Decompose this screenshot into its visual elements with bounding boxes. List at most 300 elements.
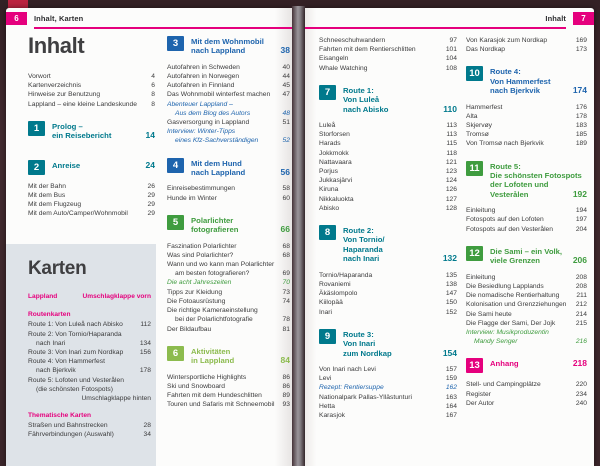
toc-entry	[319, 36, 457, 45]
toc-entry-page: 128	[445, 204, 457, 212]
toc-entry-label: Whale Watching	[319, 64, 368, 72]
toc-entry-page: 164	[445, 402, 457, 410]
toc-section-heading	[466, 246, 587, 266]
toc-entry-page: 152	[445, 308, 457, 316]
toc-entry	[167, 400, 290, 409]
toc-entry-label: Fotospots auf den Vesterålen	[466, 225, 553, 233]
toc-entry	[167, 109, 290, 118]
toc-entry	[167, 81, 290, 90]
toc-entry-label: Eisangeln	[319, 55, 349, 63]
toc-entry-group	[466, 380, 587, 408]
toc-entry	[167, 288, 290, 297]
toc-entry-group	[319, 36, 457, 73]
toc-entry	[466, 130, 587, 139]
toc-entry-label: Mit dem Bus	[28, 191, 66, 199]
toc-entry-page: 214	[575, 310, 587, 318]
toc-entry	[28, 81, 155, 90]
toc-entry-page: 134	[139, 339, 151, 347]
chapter-title-line	[191, 159, 290, 168]
right-page	[305, 8, 594, 466]
toc-entry-label: Tromsø	[466, 131, 489, 139]
chapter-title: Die Sami – ein Volk,	[490, 246, 563, 256]
chapter-title: Route 3:	[343, 329, 374, 339]
toc-entry-page: 69	[282, 270, 290, 278]
toc-entry-page: 28	[143, 422, 151, 430]
toc-entry	[28, 182, 155, 191]
chapter-title-line	[343, 235, 457, 244]
toc-entry-page: 126	[445, 186, 457, 194]
toc-entry	[466, 121, 587, 130]
toc-column-3	[319, 34, 457, 466]
toc-entry-label: Harads	[319, 140, 341, 148]
toc-entry-group	[319, 365, 457, 420]
toc-entry-page: 34	[143, 431, 151, 439]
toc-entry-label: Von Inari nach Levi	[319, 365, 376, 373]
toc-column-2	[167, 34, 290, 466]
chapter-title-block	[343, 85, 457, 114]
toc-entry-page: 162	[445, 384, 457, 392]
toc-entry	[319, 289, 457, 298]
toc-entry-page: 4	[151, 73, 155, 80]
toc-entry-label: Alta	[466, 112, 478, 120]
chapter-title-line	[52, 131, 155, 140]
chapter-number-badge: 8	[319, 225, 336, 240]
toc-entry-page: 220	[575, 381, 587, 389]
toc-entry-label: Interview: Winter-Tipps	[167, 128, 236, 136]
toc-entry-label: Route 1: Von Luleå nach Abisko	[28, 321, 123, 329]
toc-entry-group	[319, 271, 457, 317]
toc-entry-label: (die schönsten Fotospots)	[36, 385, 113, 393]
chapter-title-line	[191, 168, 290, 177]
chapter-title-line	[343, 226, 457, 235]
toc-entry-group	[28, 72, 155, 109]
toc-entry-label: Levi	[319, 375, 332, 383]
maps-flap-reference: Umschlagklappe vorn	[82, 293, 151, 301]
chapter-title-line	[191, 216, 290, 225]
chapter-number-badge: 9	[319, 329, 336, 344]
toc-entry-label: Straßen und Bahnstrecken	[28, 422, 108, 430]
toc-entry-label: Einreisebestimmungen	[167, 185, 236, 193]
toc-entry-label: eines Kfz-Sachverständigen	[175, 137, 259, 145]
toc-entry	[466, 273, 587, 282]
toc-entry-label: Äkäslompolo	[319, 290, 358, 298]
chapter-title: nach Lappland	[191, 168, 246, 178]
toc-entry-page: 208	[575, 273, 587, 281]
maps-panel	[6, 244, 156, 466]
toc-entry-label: Aus dem Blog des Autors	[175, 109, 251, 117]
chapter-title-line	[490, 67, 587, 76]
toc-entry-label: Route 3: Von Inari zum Nordkap	[28, 349, 124, 357]
toc-entry-label: am besten fotografieren?	[175, 270, 250, 278]
toc-entry-page: 124	[445, 177, 457, 185]
toc-entry	[28, 320, 151, 329]
toc-entry-label: Autofahren in Norwegen	[167, 73, 240, 81]
toc-entry-label: Jukkasjärvi	[319, 177, 353, 185]
toc-entry-label: Luleå	[319, 122, 336, 130]
toc-entry	[167, 251, 290, 260]
chapter-title: Polarlichter	[191, 215, 234, 225]
toc-entry-page: 60	[282, 194, 290, 202]
toc-entry-label: Stell- und Campingplätze	[466, 381, 541, 389]
toc-entry-label: Mit dem Auto/Camper/Wohnmobil	[28, 210, 128, 218]
toc-entry-label: Kiilopää	[319, 299, 343, 307]
toc-entry-label: Nikkaluokta	[319, 195, 354, 203]
toc-entry	[28, 376, 151, 385]
toc-entry	[167, 100, 290, 109]
chapter-title-line	[343, 86, 457, 95]
toc-entry	[319, 374, 457, 383]
toc-entry	[319, 158, 457, 167]
toc-entry-label: Die nomadische Rentierhaltung	[466, 292, 560, 300]
chapter-number-badge: 3	[167, 36, 184, 51]
toc-entry	[167, 297, 290, 306]
toc-entry	[167, 72, 290, 81]
chapter-title: Mit dem Hund	[191, 158, 242, 168]
toc-entry-page: 89	[282, 391, 290, 399]
toc-entry-label: Lappland – eine kleine Landeskunde	[28, 100, 137, 108]
toc-entry	[167, 315, 290, 324]
toc-section-heading	[28, 121, 155, 141]
toc-entry	[167, 269, 290, 278]
chapter-title-line	[343, 245, 457, 254]
toc-entry-page: 52	[282, 137, 290, 145]
toc-entry-label: Route 5: Lofoten und Vesterålen	[28, 376, 124, 384]
toc-entry	[167, 127, 290, 136]
toc-entry-label: Die Besiedlung Lapplands	[466, 282, 544, 290]
toc-entry	[319, 271, 457, 280]
toc-entry-page: 8	[151, 91, 155, 99]
toc-entry-page: 26	[147, 182, 155, 190]
running-head-rule	[305, 27, 566, 29]
toc-entry	[167, 63, 290, 72]
chapter-title: Anreise	[52, 160, 81, 170]
toc-entry	[167, 136, 290, 145]
chapter-page: 174	[572, 85, 587, 96]
toc-entry-label: Tipps zur Kleidung	[167, 288, 223, 296]
toc-entry-page: 167	[445, 411, 457, 419]
toc-entry-label: Porjus	[319, 168, 338, 176]
toc-entry-page: 156	[139, 349, 151, 357]
chapter-number-badge: 13	[466, 358, 483, 373]
toc-entry-page: 78	[282, 316, 290, 324]
toc-entry-label: Rezept: Rentiersuppe	[319, 384, 384, 392]
toc-entry-page: 6	[151, 82, 155, 90]
running-head-right	[305, 12, 594, 28]
toc-entry-page: 101	[445, 46, 457, 54]
toc-entry-label: Fahrten mit dem Rentierschlitten	[319, 46, 416, 54]
toc-entry	[319, 176, 457, 185]
toc-entry	[28, 430, 151, 439]
toc-entry	[319, 54, 457, 63]
toc-entry-page: 216	[575, 338, 587, 346]
toc-entry-page: 112	[140, 321, 151, 329]
toc-entry-page: 68	[282, 251, 290, 259]
toc-entry	[167, 391, 290, 400]
toc-entry-page: 29	[147, 191, 155, 199]
chapter-title: Die schönsten Fotospots	[490, 171, 582, 181]
toc-entry-page: 157	[445, 365, 457, 373]
toc-entry	[167, 194, 290, 203]
chapter-title-block	[490, 358, 587, 373]
toc-entry-label: Mit dem Flugzeug	[28, 201, 82, 209]
toc-entry	[28, 385, 151, 394]
toc-entry	[319, 130, 457, 139]
toc-section-heading	[466, 66, 587, 95]
chapter-title: Von Hammerfest	[490, 76, 551, 86]
toc-entry	[28, 200, 155, 209]
chapter-number-badge: 7	[319, 85, 336, 100]
toc-section-heading	[167, 346, 290, 366]
chapter-title: nach Bjerkvik	[490, 86, 540, 96]
chapter-number-badge: 2	[28, 160, 45, 175]
toc-entry-label: Rovaniemi	[319, 280, 351, 288]
toc-entry-label: Autofahren in Schweden	[167, 63, 240, 71]
toc-entry	[466, 139, 587, 148]
toc-entry-label: Der Bildaufbau	[167, 325, 212, 333]
chapter-title: Route 2:	[343, 226, 374, 236]
toc-entry-page: 169	[575, 37, 587, 44]
toc-entry-label: Hammerfest	[466, 103, 503, 111]
toc-entry	[319, 393, 457, 402]
toc-entry	[28, 394, 151, 403]
chapter-title-line	[490, 190, 587, 199]
toc-entry-page: 123	[445, 168, 457, 176]
toc-entry	[319, 45, 457, 54]
toc-entry	[167, 325, 290, 334]
chapter-title: Route 1:	[343, 85, 374, 95]
toc-entry-page: 44	[282, 73, 290, 81]
toc-entry-page: 29	[147, 210, 155, 218]
left-page	[6, 8, 292, 466]
toc-entry-page: 108	[445, 64, 457, 72]
toc-entry-page: 115	[446, 140, 457, 148]
toc-entry-page: 183	[575, 122, 587, 130]
toc-entry-page: 29	[147, 201, 155, 209]
toc-entry-page: 74	[282, 297, 290, 305]
toc-entry-label: Die richtige Kameraeinstellung	[167, 307, 258, 315]
toc-entry-page: 47	[282, 91, 290, 99]
chapter-title-line	[52, 161, 155, 170]
running-head-title: Inhalt	[545, 14, 566, 23]
toc-entry	[28, 100, 155, 109]
toc-entry-label: Die Flagge der Sami, Der Jojk	[466, 319, 556, 327]
chapter-title: Aktivitäten	[191, 346, 231, 356]
toc-entry-label: Die Fotoausrüstung	[167, 297, 226, 305]
toc-entry	[466, 215, 587, 224]
toc-entry	[167, 184, 290, 193]
toc-section-heading	[167, 215, 290, 235]
toc-entry-label: Nattavaara	[319, 158, 352, 166]
maps-cover-flap-row	[28, 293, 151, 300]
right-page-content	[319, 34, 587, 466]
toc-entry	[466, 337, 587, 346]
toc-entry	[319, 195, 457, 204]
toc-entry-page: 40	[282, 63, 290, 71]
toc-entry-group	[167, 242, 290, 334]
toc-entry-page: 211	[576, 292, 587, 300]
toc-entry-page: 58	[282, 185, 290, 193]
toc-entry-label: Faszination Polarlichter	[167, 242, 237, 250]
toc-entry-group	[167, 373, 290, 410]
toc-entry-page: 104	[445, 55, 457, 63]
chapter-title: Von Tornio/	[343, 235, 385, 245]
chapter-title: Von Luleå	[343, 95, 380, 105]
toc-entry-label: Was sind Polarlichter?	[167, 251, 234, 259]
toc-entry-label: Umschlagklappe hinten	[81, 395, 151, 403]
toc-entry	[319, 139, 457, 148]
chapter-title: nach Lappland	[191, 46, 246, 56]
chapter-page: 56	[280, 167, 290, 178]
toc-entry	[28, 90, 155, 99]
toc-entry-group	[167, 63, 290, 146]
chapter-title: der Lofoten und	[490, 180, 549, 190]
toc-entry	[167, 260, 290, 269]
toc-entry-page: 178	[575, 112, 587, 120]
chapter-title-line	[191, 356, 290, 365]
chapter-title-block	[191, 158, 290, 178]
toc-entry-label: Das Nordkap	[466, 46, 506, 54]
chapter-title-line	[343, 95, 457, 104]
chapter-title: Vesterålen	[490, 189, 529, 199]
toc-entry-label: Mandy Senger	[474, 338, 518, 346]
toc-entry-label: Jokkmokk	[319, 149, 349, 157]
chapter-page: 154	[442, 347, 457, 358]
chapter-title-line	[191, 225, 290, 234]
toc-entry	[167, 242, 290, 251]
chapter-page: 132	[442, 253, 457, 264]
toc-entry-label: bei der Polarlichtfotografie	[175, 316, 253, 324]
toc-entry-label: Hinweise zur Benutzung	[28, 91, 101, 99]
maps-region-label: Lappland	[28, 293, 58, 301]
toc-entry	[319, 402, 457, 411]
toc-entry-label: Der Autor	[466, 399, 495, 407]
toc-section-heading	[466, 161, 587, 200]
chapter-title-block	[490, 246, 587, 266]
toc-entry-label: Hunde im Winter	[167, 194, 217, 202]
toc-entry-page: 118	[446, 149, 457, 157]
toc-entry-label: Autofahren in Finnland	[167, 82, 235, 90]
chapter-page: 110	[443, 103, 457, 114]
toc-entry-page: 240	[575, 399, 587, 407]
toc-entry-page: 135	[445, 271, 457, 279]
chapter-title-line	[490, 256, 587, 265]
chapter-title-block	[191, 215, 290, 235]
toc-entry	[319, 365, 457, 374]
toc-entry	[319, 121, 457, 130]
running-head-left	[6, 12, 292, 28]
chapter-number-badge: 11	[466, 161, 483, 176]
toc-entry-page: 113	[446, 122, 457, 130]
toc-entry	[28, 191, 155, 200]
toc-entry	[319, 298, 457, 307]
chapter-title-line	[191, 37, 290, 46]
toc-entry-label: Das Wohnmobil winterfest machen	[167, 91, 271, 99]
toc-entry-label: Inari	[319, 308, 333, 316]
toc-entry-label: Fahrten mit dem Hundeschlitten	[167, 391, 262, 399]
chapter-title: Haparanda	[343, 244, 383, 254]
toc-entry-page: 178	[139, 367, 151, 375]
chapter-page: 206	[572, 255, 587, 266]
toc-entry-page: 215	[575, 319, 587, 327]
toc-entry	[466, 300, 587, 309]
toc-entry-label: nach Bjerkvik	[36, 367, 76, 375]
toc-entry	[466, 380, 587, 389]
toc-entry-label: Fotospots auf den Lofoten	[466, 216, 544, 224]
toc-entry-page: 212	[575, 301, 587, 309]
chapter-number-badge: 6	[167, 346, 184, 361]
toc-entry-label: Fährverbindungen (Auswahl)	[28, 431, 114, 439]
toc-entry	[319, 411, 457, 420]
chapter-title-block	[52, 160, 155, 175]
chapter-title-block	[343, 225, 457, 264]
toc-entry-label: Wann und wo kann man Polarlichter	[167, 261, 275, 269]
toc-entry-label: Die Sami heute	[466, 310, 512, 318]
chapter-title: ein Reisebericht	[52, 131, 112, 141]
toc-entry	[466, 310, 587, 319]
toc-entry	[466, 282, 587, 291]
chapter-title-line	[191, 46, 290, 55]
chapter-title-block	[490, 66, 587, 95]
toc-entry-label: Einleitung	[466, 207, 496, 215]
toc-section-heading	[167, 158, 290, 178]
toc-entry-group	[466, 36, 587, 54]
toc-entry-page: 208	[575, 282, 587, 290]
toc-entry	[28, 357, 151, 366]
toc-entry-group	[466, 273, 587, 347]
toc-entry	[319, 204, 457, 213]
toc-entry-label: Abisko	[319, 204, 340, 212]
toc-section-heading	[319, 85, 457, 114]
chapter-title: viele Grenzen	[490, 256, 540, 266]
chapter-title: Prolog –	[52, 121, 83, 131]
toc-entry-page: 189	[575, 140, 587, 148]
toc-entry-label: Schneeschuhwandern	[319, 37, 386, 44]
toc-entry-page: 45	[282, 82, 290, 90]
toc-entry	[319, 64, 457, 73]
chapter-title-block	[343, 329, 457, 358]
running-head-title: Inhalt, Karten	[34, 14, 84, 23]
toc-entry	[466, 112, 587, 121]
toc-entry-group	[319, 121, 457, 213]
toc-entry-label: Abenteuer Lappland –	[167, 100, 233, 108]
left-page-content	[28, 34, 290, 466]
toc-entry-page: 48	[282, 109, 290, 117]
toc-entry-page: 194	[575, 207, 587, 215]
toc-entry-page: 86	[282, 382, 290, 390]
toc-entry	[28, 209, 155, 218]
chapter-title-line	[343, 254, 457, 263]
toc-entry-label: Route 2: Von Tornio/Haparanda	[28, 330, 122, 338]
chapter-title: Route 5:	[490, 161, 521, 171]
toc-entry	[28, 72, 155, 81]
toc-entry-label: Ski und Snowboard	[167, 382, 225, 390]
chapter-title: zum Nordkap	[343, 348, 392, 358]
toc-entry	[466, 103, 587, 112]
toc-entry	[167, 373, 290, 382]
toc-entry-page: 204	[575, 225, 587, 233]
chapter-page: 24	[145, 159, 155, 170]
toc-entry-label: Karasjok	[319, 411, 346, 419]
maps-group-heading: Routenkarten	[28, 311, 71, 319]
toc-entry-page: 163	[445, 393, 457, 401]
chapter-title: nach Abisko	[343, 104, 389, 114]
toc-entry-label: Wintersportliche Highlights	[167, 373, 247, 381]
chapter-number-badge: 5	[167, 215, 184, 230]
chapter-page: 14	[145, 130, 155, 141]
chapter-page: 192	[572, 188, 587, 199]
chapter-title: fotografieren	[191, 225, 239, 235]
toc-entry-group	[466, 206, 587, 234]
